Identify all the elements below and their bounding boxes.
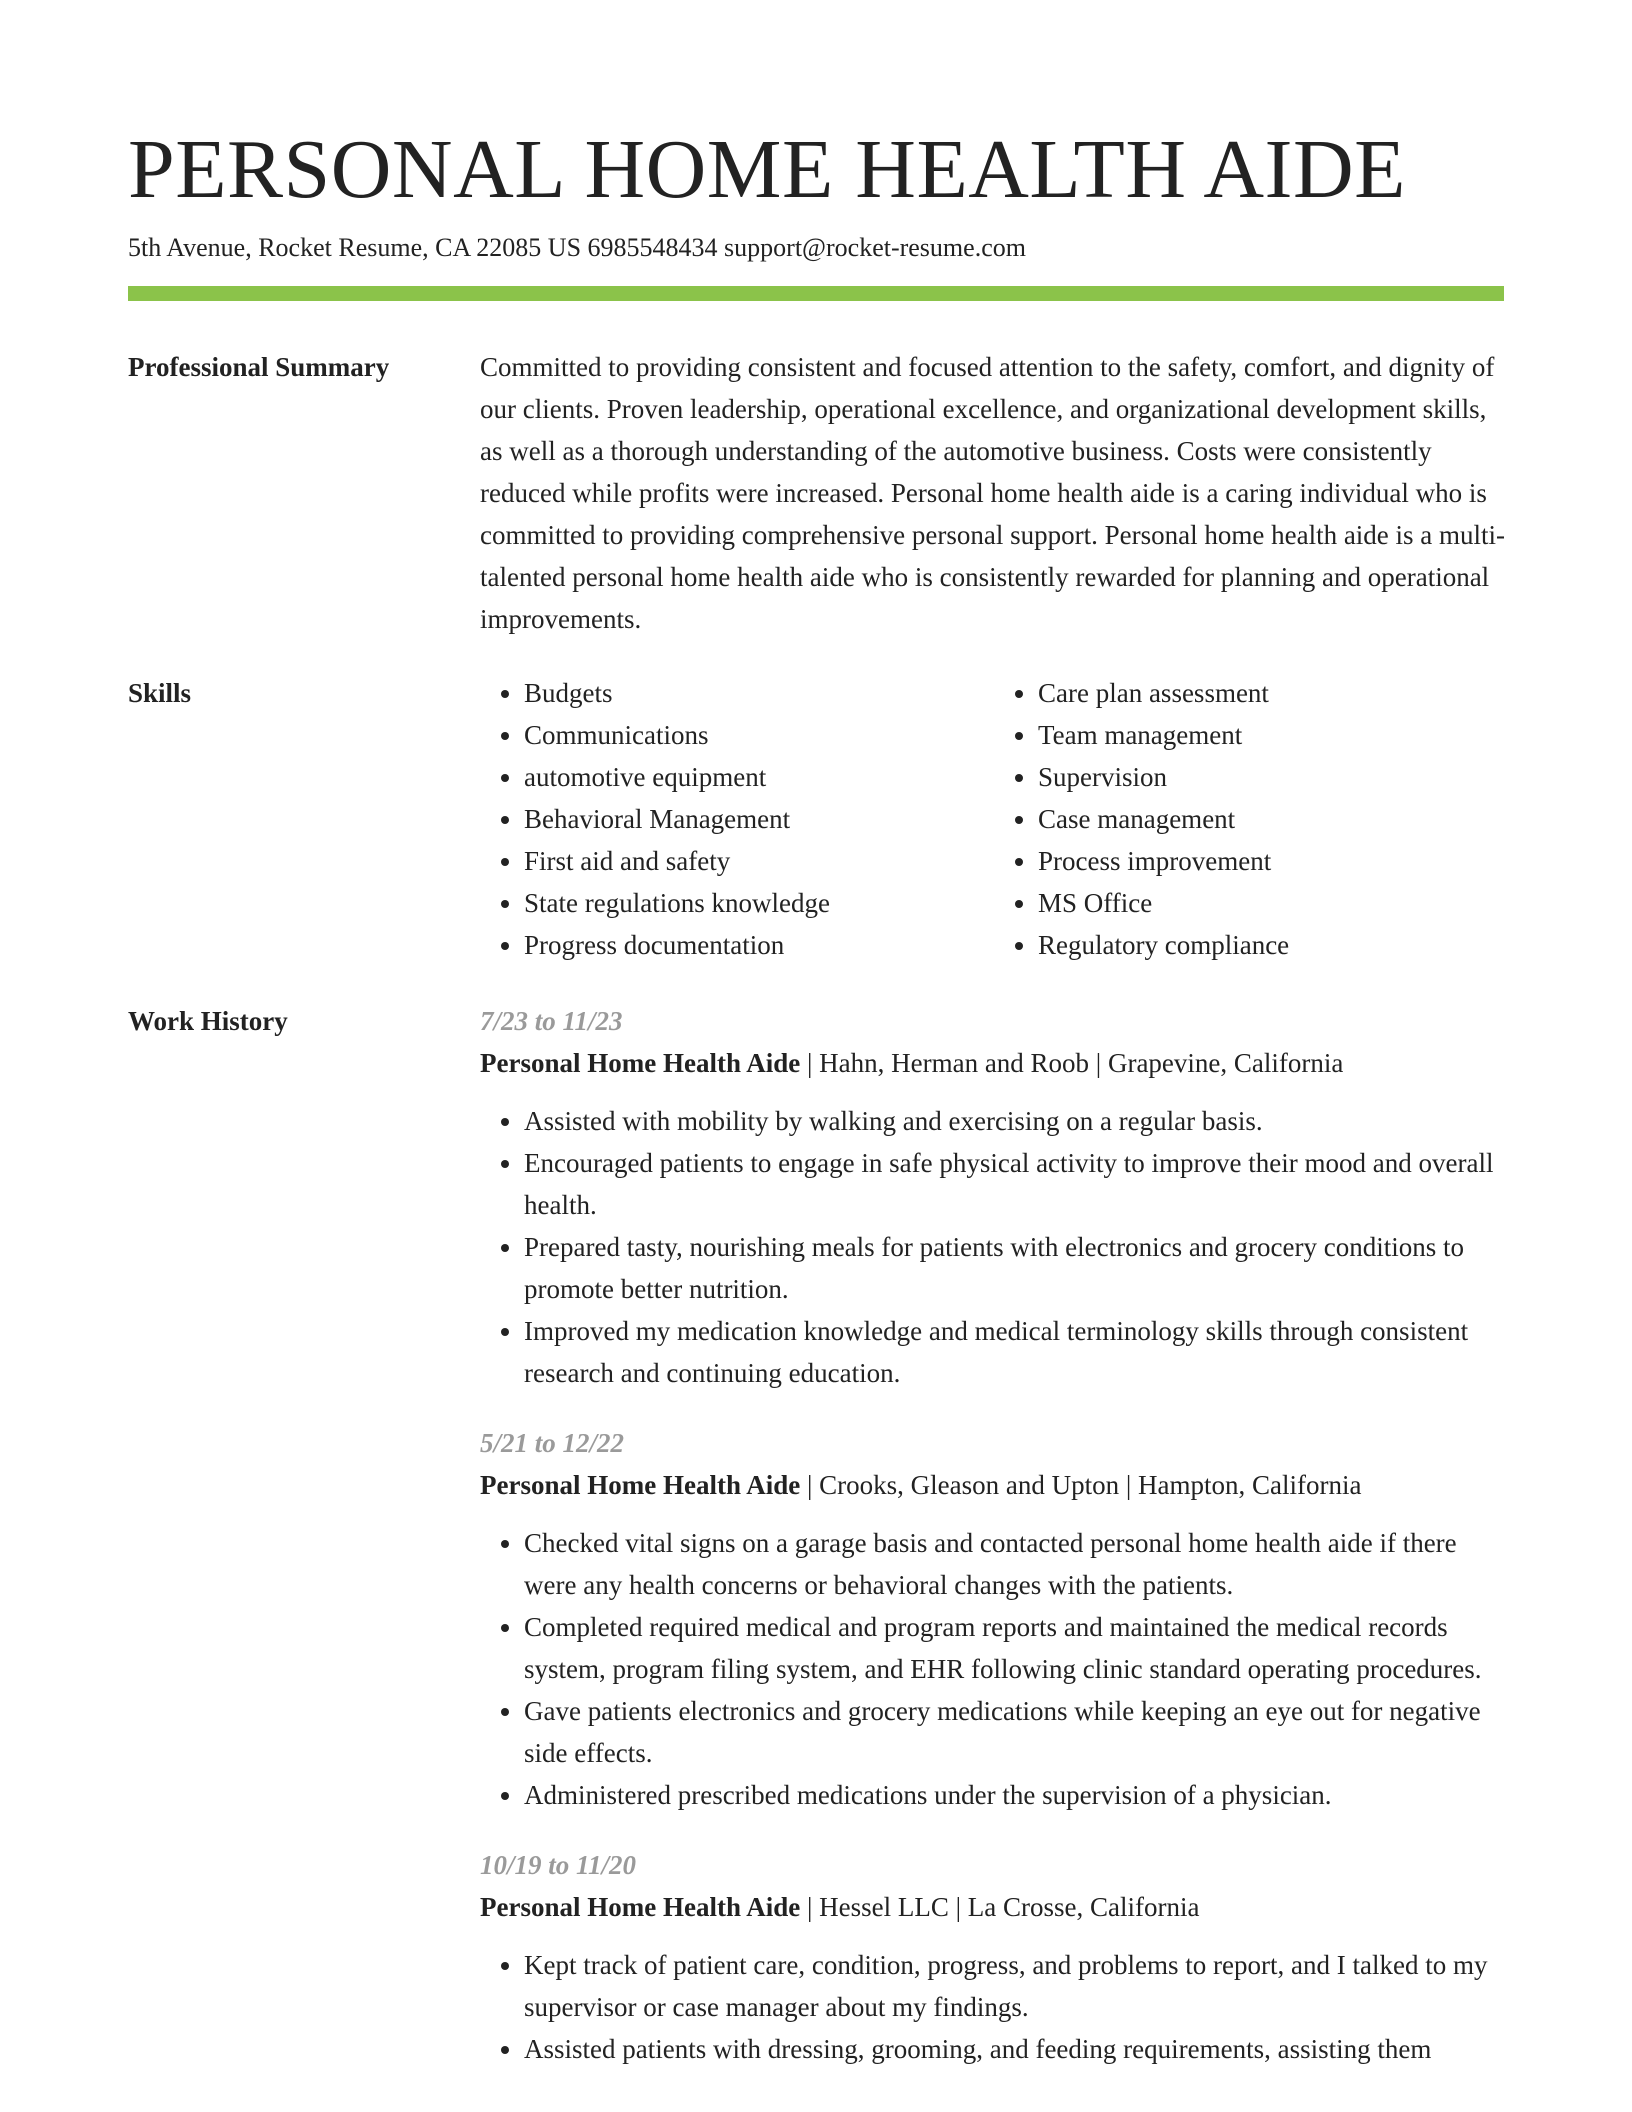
skill-item: • Progress documentation xyxy=(524,924,994,966)
header-divider xyxy=(128,286,1504,301)
job-heading xyxy=(480,1042,1508,1084)
job-title: Personal Home Health Aide xyxy=(480,1892,801,1922)
job-employer-location: | Hessel LLC | La Crosse, California xyxy=(800,1892,1200,1922)
resume-name: PERSONAL HOME HEALTH AIDE xyxy=(128,123,1406,216)
skill-item: • Case management xyxy=(1038,798,1508,840)
contact-line xyxy=(128,230,1026,266)
job-bullet: • Checked vital signs on a garage basis and contacted personal home health aide if there were any health concerns or behavioral changes with the patients. xyxy=(524,1522,1508,1606)
job-employer-location: | Crooks, Gleason and Upton | Hampton, California xyxy=(800,1470,1362,1500)
skills-list-left xyxy=(480,672,994,966)
job-dates: 7/23 to 11/23 xyxy=(480,1006,623,1036)
work-history-body xyxy=(480,1000,1508,2098)
skills-body xyxy=(480,672,1508,966)
section-title-work: Work History xyxy=(128,1006,288,1036)
skill-item: • automotive equipment xyxy=(524,756,994,798)
job-bullets xyxy=(480,1100,1508,1394)
job-bullet: • Encouraged patients to engage in safe physical activity to improve their mood and overall health. xyxy=(524,1142,1508,1226)
job-bullet: • Gave patients electronics and grocery medications while keeping an eye out for negative side effects. xyxy=(524,1690,1508,1774)
summary-text: Committed to providing consistent and focused attention to the safety, comfort, and dignity of our clients. Proven leadership, operational excellence, and organizational development skills, as well as a thorough understanding of the automotive business. Costs were consistently reduced while profits were increased. Personal home health aide is a caring individual who is committed to providing comprehensive personal support. Personal home health aide is a multi-talented personal home health aide who is consistently rewarded for planning and operational improvements. xyxy=(480,352,1506,634)
job-dates: 5/21 to 12/22 xyxy=(480,1428,625,1458)
job-bullet: • Improved my medication knowledge and medical terminology skills through consistent research and continuing education. xyxy=(524,1310,1508,1394)
job-bullet: • Completed required medical and program reports and maintained the medical records system, program filing system, and EHR following clinic standard operating procedures. xyxy=(524,1606,1508,1690)
contact-address: 5th Avenue, Rocket Resume, CA 22085 US xyxy=(128,233,582,262)
skill-item: • State regulations knowledge xyxy=(524,882,994,924)
job-bullet: • Prepared tasty, nourishing meals for patients with electronics and grocery conditions to promote better nutrition. xyxy=(524,1226,1508,1310)
contact-email: support@rocket-resume.com xyxy=(724,233,1026,262)
job-bullets xyxy=(480,1522,1508,1816)
skill-item: • MS Office xyxy=(1038,882,1508,924)
job-heading xyxy=(480,1464,1508,1506)
job-bullet: • Administered prescribed medications under the supervision of a physician. xyxy=(524,1774,1508,1816)
skill-item: • Process improvement xyxy=(1038,840,1508,882)
job-dates: 10/19 to 11/20 xyxy=(480,1850,637,1880)
skills-list-right xyxy=(994,672,1508,966)
job-employer-location: | Hahn, Herman and Roob | Grapevine, California xyxy=(800,1048,1344,1078)
job-entry xyxy=(480,1844,1508,2070)
job-bullet: • Kept track of patient care, condition, progress, and problems to report, and I talked to my supervisor or case manager about my findings. xyxy=(524,1944,1508,2028)
job-entry xyxy=(480,1000,1508,1394)
skill-item: • Budgets xyxy=(524,672,994,714)
job-entry xyxy=(480,1422,1508,1816)
job-bullets xyxy=(480,1944,1508,2070)
skill-item: • Care plan assessment xyxy=(1038,672,1508,714)
job-heading xyxy=(480,1886,1508,1928)
job-bullet: • Assisted patients with dressing, grooming, and feeding requirements, assisting them xyxy=(524,2028,1508,2070)
section-title-skills: Skills xyxy=(128,678,192,708)
skill-item: • Supervision xyxy=(1038,756,1508,798)
skill-item: • Communications xyxy=(524,714,994,756)
job-title: Personal Home Health Aide xyxy=(480,1048,801,1078)
contact-phone: 6985548434 xyxy=(587,233,718,262)
section-title-summary: Professional Summary xyxy=(128,352,390,382)
skill-item: • Behavioral Management xyxy=(524,798,994,840)
skill-item: • Team management xyxy=(1038,714,1508,756)
summary-body xyxy=(480,346,1508,640)
job-bullet: • Assisted with mobility by walking and exercising on a regular basis. xyxy=(524,1100,1508,1142)
skill-item: • Regulatory compliance xyxy=(1038,924,1508,966)
job-title: Personal Home Health Aide xyxy=(480,1470,801,1500)
skill-item: • First aid and safety xyxy=(524,840,994,882)
